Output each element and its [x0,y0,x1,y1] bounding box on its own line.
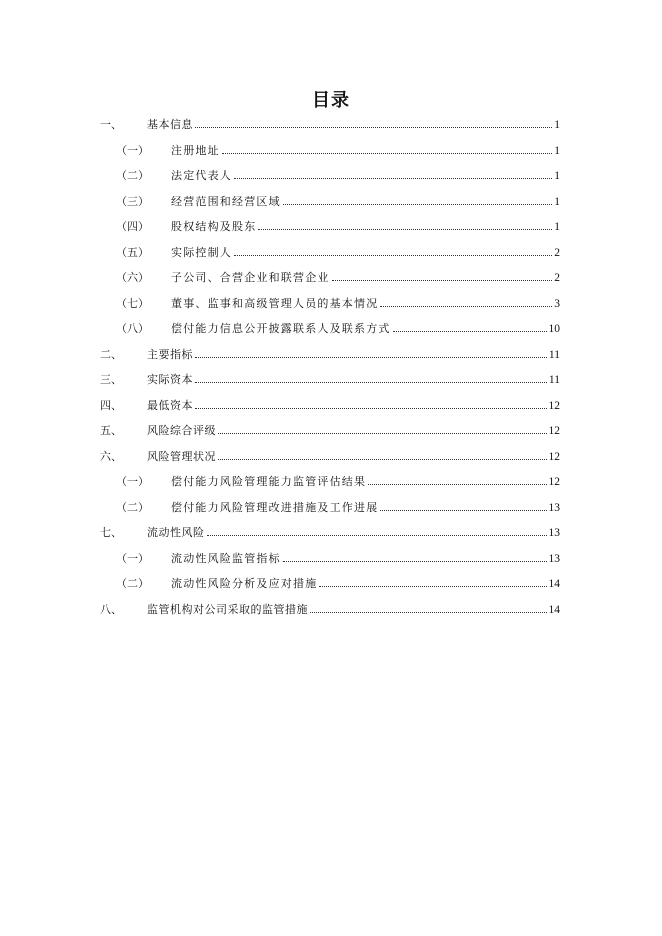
toc-entry-text[interactable]: 实际控制人 [171,245,232,259]
toc-entry-line [171,550,560,568]
dot-leader [319,585,546,587]
toc-entry-page: 12 [548,425,560,437]
toc-entry-line [171,499,560,517]
toc-entry-page: 1 [554,195,560,208]
toc-entry[interactable] [0,218,662,244]
toc-entry-page: 12 [548,450,560,463]
toc-entry-page: 13 [548,552,560,565]
toc-entry-page: 11 [548,374,560,386]
toc-entry-line [147,524,560,542]
toc-entry-line [171,167,560,185]
toc-entry[interactable] [0,448,662,474]
toc-entry-line [147,116,560,134]
toc-entry-page: 12 [548,476,560,488]
toc-entry-text[interactable]: 主要指标 [147,347,193,361]
toc-entry-text[interactable]: 流动性风险分析及应对措施 [171,577,318,590]
toc-entry-text[interactable]: 注册地址 [171,143,220,157]
dot-leader [332,279,553,281]
toc-entry-number: 六、 [100,449,122,463]
toc-entry[interactable] [0,193,662,219]
dot-leader [195,126,552,128]
toc-entry-text[interactable]: 偿付能力风险管理能力监管评估结果 [171,475,367,488]
toc-entry-page: 13 [548,501,560,514]
toc-entry-line [171,269,560,287]
toc-entry-page: 14 [548,603,560,616]
dot-leader [380,509,546,511]
dot-leader [222,152,552,154]
toc-entry[interactable] [0,473,662,499]
dot-leader [195,407,547,409]
toc-entry[interactable] [0,346,662,372]
toc-entry-page: 10 [548,323,560,335]
toc-entry-page: 14 [548,578,560,590]
toc-entry-page: 12 [548,399,560,412]
toc-entry-line [171,142,560,160]
toc-entry-line [147,397,560,415]
toc-entry-line [147,601,560,619]
toc-entry-number: （一） [116,143,149,157]
toc-entry[interactable] [0,575,662,601]
toc-entry-number: （二） [116,500,149,514]
toc-entry-number: 二、 [100,347,122,361]
dot-leader [195,356,547,358]
dot-leader [218,458,547,460]
toc-entry-number: （四） [116,220,149,233]
dot-leader [207,534,547,536]
dot-leader [310,611,547,613]
toc-entry-line [171,320,560,338]
toc-entry-number: 五、 [100,424,122,437]
toc-entry[interactable] [0,397,662,423]
toc-entry-number: （二） [116,577,149,590]
toc-entry-line [147,448,560,466]
toc-title: 目录 [312,90,350,111]
toc-entry-text[interactable]: 监管机构对公司采取的监管措施 [147,602,308,616]
toc-entry-number: （八） [116,322,149,335]
dot-leader [258,228,552,230]
toc-entry[interactable] [0,499,662,525]
toc-entry-number: 一、 [100,118,122,131]
toc-entry-page: 1 [554,221,560,233]
dot-leader [393,330,547,332]
toc-entry-line [147,371,560,389]
toc-entry-line [171,193,560,211]
dot-leader [283,203,552,205]
toc-entry-number: （六） [116,271,149,284]
toc-entry-number: （三） [116,194,149,208]
toc-entry-line [171,244,560,262]
toc-entry-number: （二） [116,169,149,182]
toc-entry-number: （五） [116,245,149,259]
toc-entry-number: （一） [116,475,149,488]
toc-entry-line [171,473,560,491]
toc-entry-page: 11 [548,348,560,361]
toc-entry-page: 1 [554,119,560,131]
toc-entry-number: （一） [116,551,149,565]
toc-entry-line [171,218,560,236]
toc-entry-text[interactable]: 风险管理状况 [147,449,216,463]
toc-entry-text[interactable]: 股权结构及股东 [171,220,257,233]
toc-entry-line [171,575,560,593]
toc-entry-line [147,422,560,440]
toc-entry-number: 七、 [100,526,122,539]
toc-entry[interactable] [0,116,662,142]
toc-entry-text[interactable]: 经营范围和经营区域 [171,194,281,208]
dot-leader [283,560,547,562]
toc-entry-text[interactable]: 偿付能力风险管理改进措施及工作进展 [171,500,379,514]
dot-leader [234,177,552,179]
toc-entry-text[interactable]: 法定代表人 [171,169,232,182]
dot-leader [195,381,547,383]
toc-entry-page: 2 [554,272,560,284]
dot-leader [380,305,552,307]
toc-entry[interactable] [0,550,662,576]
toc-entry-text[interactable]: 子公司、合营企业和联营企业 [171,271,330,284]
toc-entry[interactable] [0,142,662,168]
toc-entry[interactable] [0,524,662,550]
toc-entry[interactable] [0,601,662,627]
toc-entry[interactable] [0,371,662,397]
toc-entry[interactable] [0,320,662,346]
toc-entry-number: 三、 [100,373,122,386]
toc-entry-number: 四、 [100,398,122,412]
toc-entry-page: 1 [554,144,560,157]
toc-entry[interactable] [0,295,662,321]
toc-entry-page: 3 [554,297,560,310]
toc-entry-text[interactable]: 基本信息 [147,118,193,131]
toc-entry[interactable] [0,167,662,193]
table-of-contents [0,116,662,626]
toc-entry[interactable] [0,244,662,270]
toc-entry-text[interactable]: 实际资本 [147,373,193,386]
toc-entry-line [147,346,560,364]
toc-entry-text[interactable]: 风险综合评级 [147,424,216,437]
toc-entry-number: （七） [116,296,149,310]
toc-entry-text[interactable]: 流动性风险 [147,526,205,539]
toc-entry-text[interactable]: 董事、监事和高级管理人员的基本情况 [171,296,379,310]
toc-entry-text[interactable]: 最低资本 [147,398,193,412]
toc-entry-number: 八、 [100,602,122,616]
toc-entry-text[interactable]: 偿付能力信息公开披露联系人及联系方式 [171,322,391,335]
toc-entry-line [171,295,560,313]
toc-entry[interactable] [0,422,662,448]
dot-leader [218,432,547,434]
toc-entry-page: 1 [554,170,560,182]
toc-entry-page: 13 [548,527,560,539]
dot-leader [368,483,546,485]
toc-entry-page: 2 [554,246,560,259]
toc-entry[interactable] [0,269,662,295]
toc-entry-text[interactable]: 流动性风险监管指标 [171,551,281,565]
dot-leader [234,254,552,256]
